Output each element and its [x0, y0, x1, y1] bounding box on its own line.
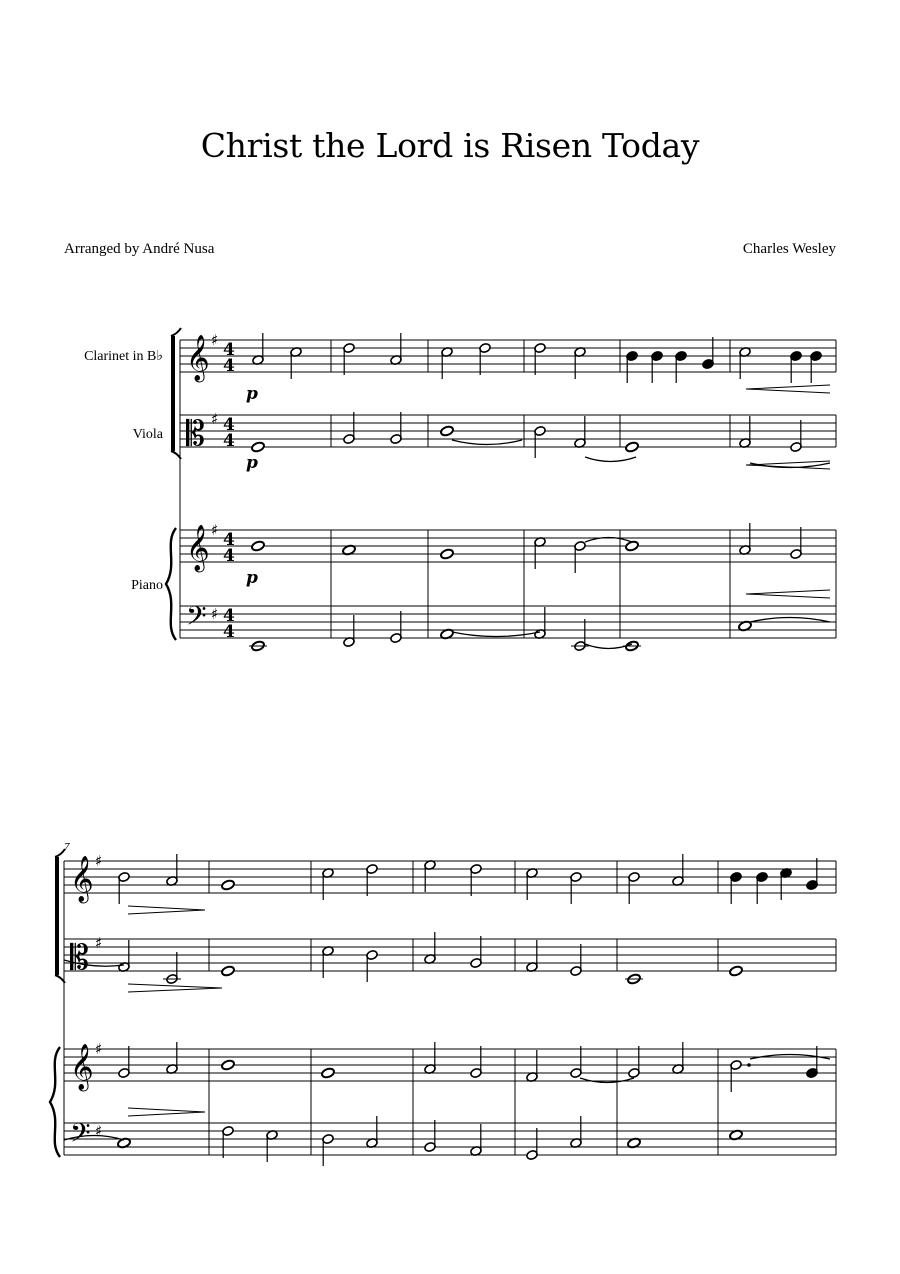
- ties: [64, 440, 830, 1140]
- arranger-credit: Arranged by André Nusa: [64, 241, 215, 257]
- hairpins: [128, 385, 830, 1116]
- sharp-sign: ♯: [211, 410, 219, 428]
- composer-credit: Charles Wesley: [742, 241, 836, 257]
- notehead: [440, 425, 454, 437]
- score-title: Christ the Lord is Risen Today: [200, 126, 700, 165]
- notehead: [251, 540, 265, 552]
- augmentation-dot: [747, 1063, 751, 1067]
- diminuendo-hairpin: [128, 906, 205, 914]
- sharp-sign: ♯: [211, 331, 219, 349]
- ensemble-bracket: [171, 336, 175, 451]
- notehead: [251, 441, 265, 453]
- time-sig-top: 4: [223, 415, 235, 435]
- alto-clef: 𝄡: [186, 414, 205, 454]
- time-sig-bottom: 4: [223, 356, 235, 376]
- bracket-hook: [171, 328, 181, 336]
- sharp-sign: ♯: [211, 605, 219, 623]
- notehead: [221, 1059, 235, 1071]
- tie: [452, 440, 522, 445]
- dynamic-piano: p: [246, 568, 258, 588]
- dynamic-piano: p: [246, 453, 258, 473]
- tie: [452, 632, 540, 637]
- sharp-sign: ♯: [95, 852, 103, 870]
- tie: [585, 457, 636, 462]
- time-sig-bottom: 4: [223, 622, 235, 642]
- alto-clef: 𝄡: [70, 938, 89, 978]
- bass-clef: 𝄢: [70, 1117, 91, 1155]
- notehead: [729, 965, 743, 977]
- instrument-label-viola: Viola: [132, 427, 163, 442]
- instrument-label-piano: Piano: [131, 578, 163, 593]
- piano-brace: [50, 1047, 60, 1157]
- time-signatures: [223, 340, 235, 642]
- notes: [117, 333, 822, 1166]
- diminuendo-hairpin: [128, 984, 222, 992]
- sharp-sign: ♯: [95, 1122, 103, 1140]
- diminuendo-hairpin: [128, 1108, 205, 1116]
- tie: [750, 618, 830, 623]
- ensemble-bracket: [55, 857, 59, 975]
- system-brackets: [50, 328, 181, 1157]
- instrument-label-clarinet: Clarinet in B♭: [84, 349, 163, 364]
- time-sig-bottom: 4: [223, 546, 235, 566]
- treble-clef: 𝄞: [186, 335, 210, 381]
- treble-clef: 𝄞: [186, 525, 210, 571]
- notehead: [321, 1067, 335, 1079]
- sharp-sign: ♯: [95, 934, 103, 952]
- treble-clef: 𝄞: [70, 1044, 94, 1090]
- tie: [585, 644, 632, 649]
- sharp-sign: ♯: [211, 521, 219, 539]
- crescendo-hairpin: [746, 590, 830, 598]
- barlines: [64, 340, 836, 1155]
- treble-clef: 𝄞: [70, 856, 94, 902]
- notehead: [440, 548, 454, 560]
- notehead: [625, 441, 639, 453]
- crescendo-hairpin: [746, 385, 830, 393]
- dynamic-piano: p: [246, 384, 258, 404]
- time-sig-top: 4: [223, 340, 235, 360]
- sharp-sign: ♯: [95, 1040, 103, 1058]
- notehead: [221, 879, 235, 891]
- tie: [580, 1078, 634, 1083]
- notehead: [221, 965, 235, 977]
- bass-clef: 𝄢: [186, 600, 207, 638]
- time-sig-top: 4: [223, 530, 235, 550]
- time-sig-bottom: 4: [223, 431, 235, 451]
- piano-brace: [166, 528, 176, 640]
- time-sig-top: 4: [223, 606, 235, 626]
- clefs: [70, 335, 210, 1155]
- measure-number: 7: [64, 841, 70, 853]
